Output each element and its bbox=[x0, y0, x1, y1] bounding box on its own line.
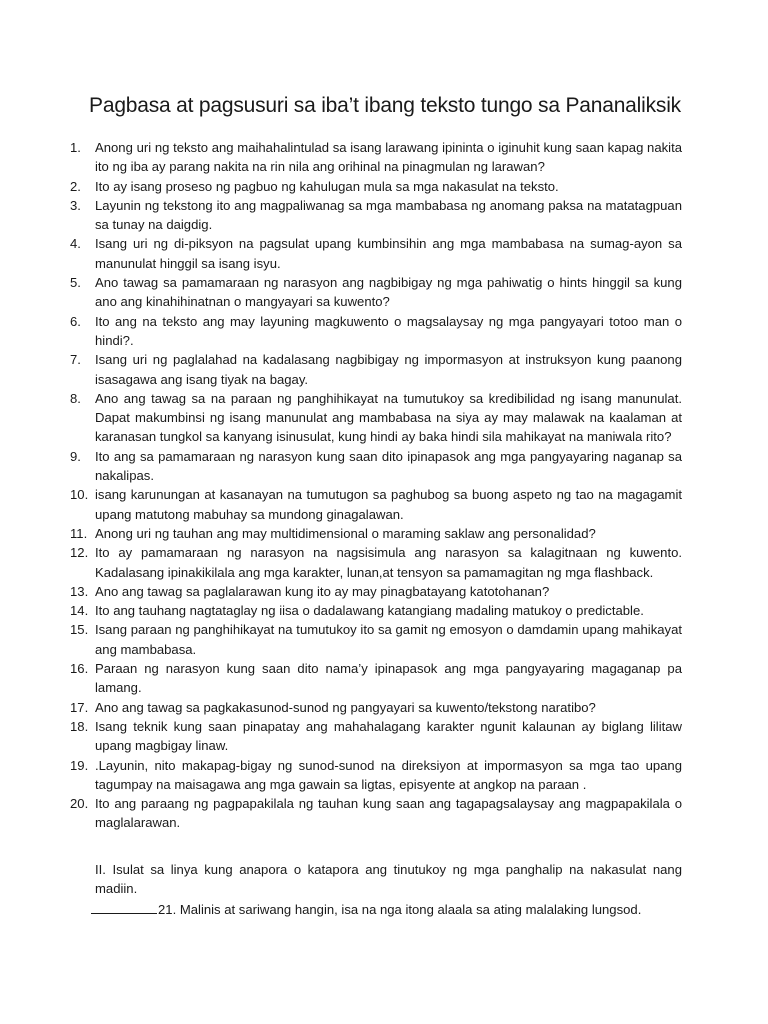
question-item bbox=[70, 717, 682, 756]
question-text: Ito ang sa pamamaraan ng narasyon kung saan dito ipinapasok ang mga pangyayaring naganap sa nakalipas. bbox=[95, 448, 682, 484]
question-number: 12. bbox=[70, 545, 89, 561]
question-text: Isang uri ng paglalahad na kadalasang nagbibigay ng impormasyon at instruksyon kung paanong isasagawa ang isang tiyak na bagay. bbox=[95, 352, 682, 387]
question-item bbox=[70, 389, 682, 447]
question-number: 6. bbox=[70, 313, 81, 329]
question-number: 1. bbox=[70, 140, 81, 155]
question-text: Ano ang tawag sa na paraan ng panghihikayat na tumutukoy sa kredibilidad ng isang manunulat. Dapat makumbinsi ng isang manunulat ang mambabasa na siya ay may malawak na kaalaman at karanasan tungkol sa kanyang isinusulat, kung hindi ay baka hindi sila mahikayat na maniwala rito? bbox=[95, 390, 682, 445]
question-text: Isang paraan ng panghihikayat na tumutukoy ito sa gamit ng emosyon o damdamin upang mahikayat ang mambabasa. bbox=[95, 622, 682, 657]
question-text: Ito ang paraang ng pagpapakilala ng tauhan kung saan ang tagapagsalaysay ang magpapakilala o maglalarawan. bbox=[95, 796, 682, 831]
question-number: 3. bbox=[70, 197, 81, 213]
question-text: Ano ang tawag sa paglalarawan kung ito ay may pinagbatayang katotohanan? bbox=[95, 583, 550, 599]
question-item bbox=[70, 659, 682, 698]
question-item bbox=[70, 234, 682, 273]
question-number: 5. bbox=[70, 275, 81, 291]
question-item bbox=[70, 177, 682, 196]
question-number: 10. bbox=[70, 487, 89, 503]
question-item bbox=[70, 138, 682, 177]
question-number: 20. bbox=[70, 796, 89, 812]
question-item bbox=[70, 756, 682, 795]
question-item bbox=[70, 447, 682, 486]
fill-in-item-21 bbox=[91, 900, 711, 919]
question-number: 17. bbox=[70, 699, 89, 715]
question-item bbox=[70, 312, 682, 351]
question-number: 15. bbox=[70, 622, 89, 638]
question-number: 19. bbox=[70, 757, 89, 773]
section-2-instructions: II. Isulat sa linya kung anapora o katapora ang tinutukoy ng mga panghalip na nakasulat nang madiin. bbox=[95, 862, 682, 897]
question-item bbox=[70, 582, 682, 601]
question-text: Anong uri ng teksto ang maihahalintulad sa isang larawang ipininta o iginuhit kung saan kapag nakita ito ng iba ay parang nakita na rin nila ang orihinal na pinagmulan ng larawan? bbox=[95, 140, 682, 175]
question-text: Ito ay isang proseso ng pagbuo ng kahulugan mula sa mga nakasulat na teksto. bbox=[95, 178, 559, 194]
question-list bbox=[70, 138, 682, 833]
question-number: 9. bbox=[70, 448, 81, 464]
question-text: Ito ay pamamaraan ng narasyon na nagsisimula ang narasyon sa kalagitnaan ng kuwento. Kadalasang ipinakikilala ang mga karakter, lunan,at tensyon sa pamamagitan ng mga flashback. bbox=[95, 545, 682, 580]
question-number: 14. bbox=[70, 603, 89, 619]
question-number: 7. bbox=[70, 352, 81, 368]
item-number: 21. bbox=[158, 902, 177, 917]
question-item bbox=[70, 601, 682, 620]
question-text: Ito ang na teksto ang may layuning magkuwento o magsalaysay ng mga pangyayari totoo man o hindi?. bbox=[95, 313, 682, 348]
question-text: Isang teknik kung saan pinapatay ang mahahalagang karakter ngunit kalaunan ay biglang lilitaw upang magbigay linaw. bbox=[95, 718, 682, 754]
question-item bbox=[70, 524, 682, 543]
question-item bbox=[70, 620, 682, 659]
question-number: 16. bbox=[70, 661, 89, 677]
question-text: .Layunin, nito makapag-bigay ng sunod-sunod na direksiyon at impormasyon sa mga tao upang tagumpay na maisagawa ang mga gawain sa ligtas, episyente at angkop na paraan . bbox=[95, 757, 682, 792]
question-number: 2. bbox=[70, 178, 81, 194]
question-number: 4. bbox=[70, 236, 81, 252]
question-item bbox=[70, 543, 682, 582]
question-item bbox=[70, 485, 682, 524]
question-item bbox=[70, 350, 682, 389]
question-item bbox=[70, 196, 682, 235]
question-item bbox=[70, 273, 682, 312]
question-text: Isang uri ng di-piksyon na pagsulat upang kumbinsihin ang mga mambabasa na sumag-ayon sa manunulat hinggil sa isang isyu. bbox=[95, 236, 682, 271]
item-text: Malinis at sariwang hangin, isa na nga itong alaala sa ating malalaking lungsod. bbox=[179, 902, 642, 917]
question-text: Ano ang tawag sa pagkakasunod-sunod ng pangyayari sa kuwento/tekstong naratibo? bbox=[95, 699, 596, 715]
question-text: Layunin ng tekstong ito ang magpaliwanag sa mga mambabasa ng anomang paksa na matatagpuan sa tunay na daigdig. bbox=[95, 197, 682, 233]
question-text: Ano tawag sa pamamaraan ng narasyon ang nagbibigay ng mga pahiwatig o hints hinggil sa kung ano ang kinahihinatnan o mangyayari sa kuwento? bbox=[95, 275, 682, 310]
question-number: 11. bbox=[70, 525, 88, 541]
question-text: Paraan ng narasyon kung saan dito nama’y ipinapasok ang mga pangyayaring magaganap pa lamang. bbox=[95, 661, 682, 696]
question-number: 13. bbox=[70, 583, 89, 599]
answer-blank-line[interactable] bbox=[91, 900, 157, 914]
question-text: isang karunungan at kasanayan na tumutugon sa paghubog sa buong aspeto ng tao na magagamit upang matutong mabuhay sa mundong ginagalawan. bbox=[95, 487, 682, 522]
question-item bbox=[70, 794, 682, 833]
question-text: Anong uri ng tauhan ang may multidimensional o maraming saklaw ang personalidad? bbox=[95, 525, 596, 541]
question-text: Ito ang tauhang nagtataglay ng iisa o dadalawang katangiang madaling matukoy o predictable. bbox=[95, 603, 644, 619]
question-item bbox=[70, 698, 682, 717]
document-title: Pagbasa at pagsusuri sa iba’t ibang teksto tungo sa Pananaliksik bbox=[89, 94, 681, 117]
question-number: 8. bbox=[70, 390, 81, 406]
question-number: 18. bbox=[70, 718, 89, 734]
